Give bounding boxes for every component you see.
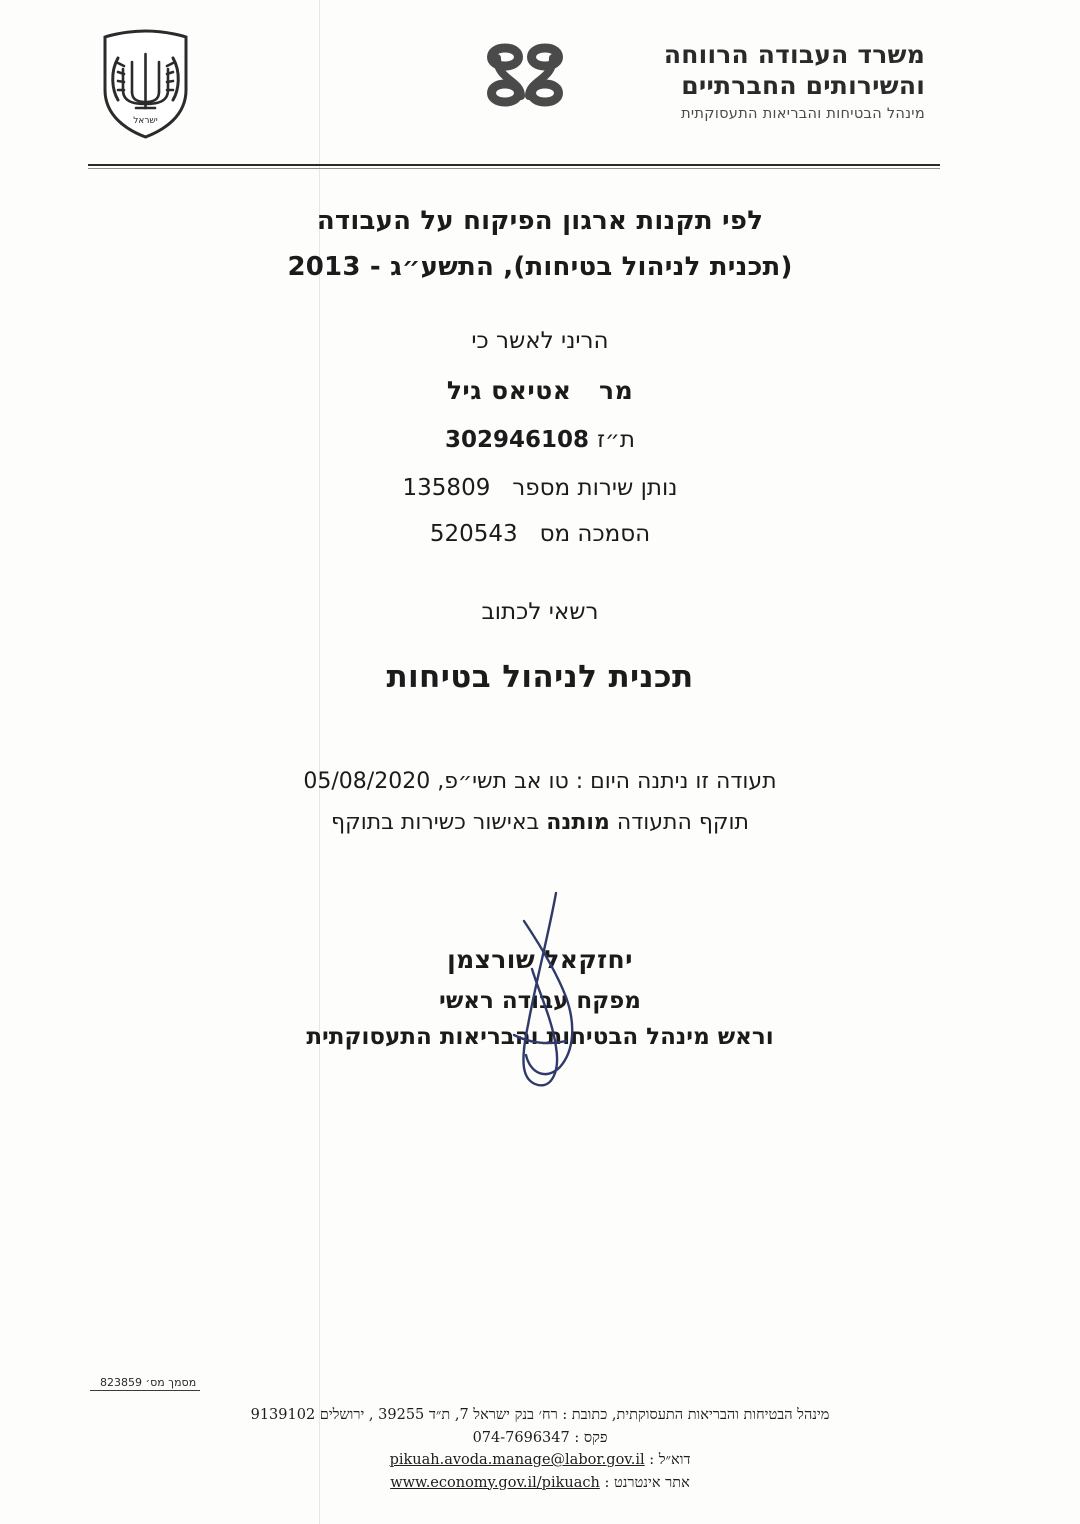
validity-suffix: באישור כשירות בתוקף (331, 810, 540, 835)
ministry-name-line-1: משרד העבודה הרווחה (663, 40, 925, 69)
footer-address: מינהל הבטיחות והבריאות התעסוקתית, כתובת : רח׳ בנק ישראל 7, ת״ד 39255 , ירושלים 9139102 (250, 1407, 830, 1424)
ministry-name-line-2: והשירותים החברתיים (681, 70, 925, 100)
israel-state-emblem-icon (98, 28, 193, 140)
emblem-caption: ישראל (133, 116, 158, 126)
ministry-department-name: מינהל הבטיחות והבריאות התעסוקתית (681, 106, 925, 122)
signer-title-secondary: וראש מינהל הבטיחות והבריאות התעסוקתית (306, 1024, 774, 1050)
person-prefix: מר (599, 376, 634, 405)
ministry-name-block (664, 40, 925, 124)
entitlement-text: רשאי לכתוב (481, 599, 599, 625)
signer-name: יחזקאל שורצמן (447, 945, 633, 974)
interlocking-knot-logo-icon (475, 40, 575, 130)
person-line (0, 376, 1080, 405)
header-divider (88, 164, 940, 166)
id-label: ת״ז (597, 427, 635, 453)
validity-condition: מותנה (546, 810, 610, 835)
signer-title-primary: מפקח עבודה ראשי (439, 988, 641, 1014)
person-name: אטיאס גיל (446, 376, 572, 405)
id-line (0, 427, 1080, 453)
service-provider-line (0, 475, 1080, 501)
header-divider-secondary (88, 168, 940, 169)
certificate-subject: תכנית לניהול בטיחות (386, 659, 694, 695)
footer-divider (90, 1390, 200, 1391)
validity-line (0, 810, 1080, 835)
service-provider-number: 135809 (402, 475, 491, 501)
footer-fax: פקס : 074-7696347 (472, 1429, 608, 1446)
id-number: 302946108 (445, 427, 590, 453)
footer-site-row (0, 1472, 1080, 1494)
regulation-title-line-1: לפי תקנות ארגון הפיקוח על העבודה (316, 206, 764, 236)
regulation-title-line-2: (תכנית לניהול בטיחות), התשע״ג - 2013 (287, 252, 793, 282)
footer-email-label: דוא״ל : (649, 1452, 691, 1469)
footer-email-link[interactable]: pikuah.avoda.manage@labor.gov.il (389, 1452, 645, 1469)
authorization-number: 520543 (429, 521, 518, 547)
signature-block (0, 945, 1080, 1050)
footer-website-link[interactable]: www.economy.gov.il/pikuach (390, 1474, 600, 1491)
document-number: מסמך מס׳ 823859 (100, 1376, 197, 1390)
authorization-label: הסמכה מס (539, 521, 651, 547)
issue-date-line: תעודה זו ניתנה היום : טו אב תשי״פ, 05/08/2020 (303, 769, 777, 794)
document-footer (0, 1376, 1080, 1494)
attestation-text: הריני לאשר כי (471, 328, 609, 354)
authorization-line (0, 521, 1080, 547)
footer-site-label: אתר אינטרנט : (604, 1474, 690, 1491)
certificate-body (0, 206, 1080, 1050)
footer-email-row (0, 1449, 1080, 1471)
validity-prefix: תוקף התעודה (616, 810, 749, 835)
document-header (0, 18, 1080, 138)
service-provider-label: נותן שירות מספר (512, 475, 678, 501)
footer-contact-info (0, 1404, 1080, 1494)
